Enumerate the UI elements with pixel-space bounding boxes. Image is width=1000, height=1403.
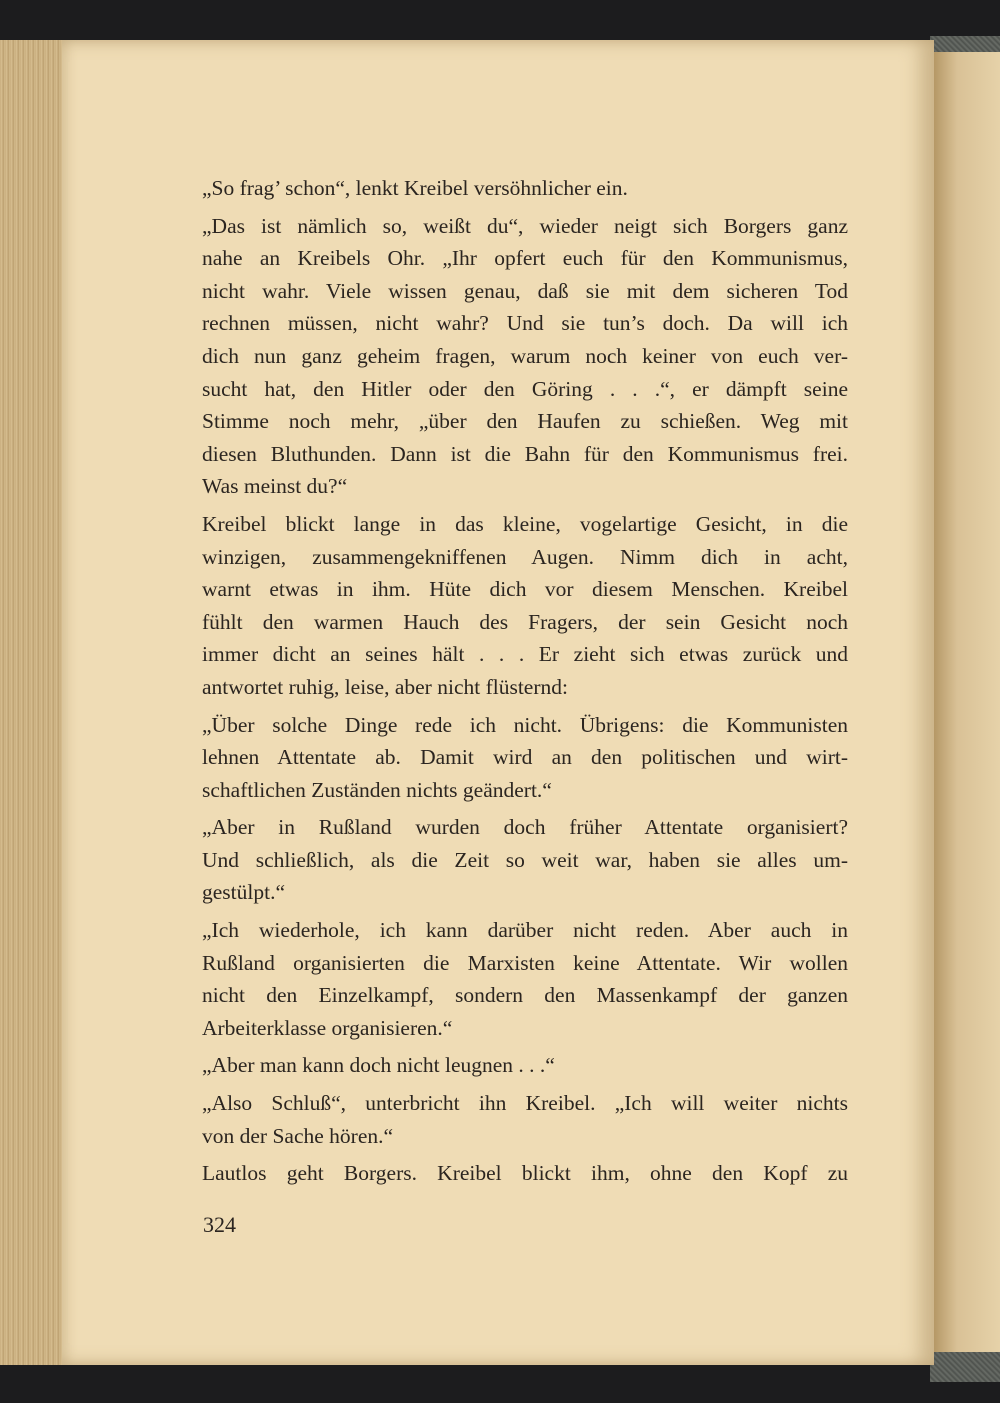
text-line: „Ich wiederhole, ich kann darüber nicht reden. Aber auch in [202, 918, 848, 943]
text-line: warnt etwas in ihm. Hüte dich vor diesem Menschen. Kreibel [202, 577, 848, 602]
paragraph [202, 508, 848, 704]
book-cover-edge-bottom [930, 1352, 1000, 1382]
text-line: Was meinst du?“ [202, 474, 348, 499]
text-line: „Also Schluß“, unterbricht ihn Kreibel. „Ich will weiter nichts [202, 1091, 848, 1116]
text-line: Und schließlich, als die Zeit so weit war, haben sie alles um- [202, 847, 848, 872]
text-line: gestülpt.“ [202, 880, 285, 905]
text-line: „Aber in Rußland wurden doch früher Attentate organisiert? [202, 815, 848, 840]
text-line: Stimme noch mehr, „über den Haufen zu schießen. Weg mit [202, 409, 848, 434]
paragraph [202, 1157, 848, 1190]
text-line: Rußland organisierten die Marxisten keine Attentate. Wir wollen [202, 950, 848, 975]
text-line: „Über solche Dinge rede ich nicht. Übrigens: die Kommunisten [202, 712, 848, 737]
page-edges [0, 40, 70, 1365]
text-line: Lautlos geht Borgers. Kreibel blickt ihm, ohne den Kopf zu [202, 1161, 848, 1186]
text-line: „Das ist nämlich so, weißt du“, wieder neigt sich Borgers ganz [202, 213, 848, 238]
text-line: Kreibel blickt lange in das kleine, vogelartige Gesicht, in die [202, 511, 848, 536]
paragraph [202, 172, 848, 205]
text-line: nicht wahr. Viele wissen genau, daß sie mit dem sicheren Tod [202, 278, 848, 303]
text-line: „Aber man kann doch nicht leugnen . . .“ [202, 1053, 555, 1078]
paragraph [202, 914, 848, 1044]
text-line: diesen Bluthunden. Dann ist die Bahn für den Kommunismus frei. [202, 441, 848, 466]
paragraph [202, 1087, 848, 1152]
text-line: dich nun ganz geheim fragen, warum noch keiner von euch ver- [202, 343, 848, 368]
paragraph [202, 811, 848, 909]
text-line: fühlt den warmen Hauch des Fragers, der sein Gesicht noch [202, 609, 848, 634]
paragraph [202, 210, 848, 503]
text-line: lehnen Attentate ab. Damit wird an den politischen und wirt- [202, 745, 848, 770]
text-line: rechnen müssen, nicht wahr? Und sie tun’s doch. Da will ich [202, 311, 848, 336]
text-line: antwortet ruhig, leise, aber nicht flüsternd: [202, 674, 568, 699]
page-text [202, 172, 848, 1190]
text-line: nicht den Einzelkampf, sondern den Massenkampf der ganzen [202, 983, 848, 1008]
text-line: sucht hat, den Hitler oder den Göring . . .“, er dämpft seine [202, 376, 848, 401]
paragraph [202, 709, 848, 807]
facing-page-edge [934, 52, 1000, 1364]
text-line: schaftlichen Zuständen nichts geändert.“ [202, 777, 552, 802]
text-line: nahe an Kreibels Ohr. „Ihr opfert euch für den Kommunismus, [202, 246, 848, 271]
text-line: „So frag’ schon“, lenkt Kreibel versöhnlicher ein. [202, 176, 628, 200]
text-line: Arbeiterklasse organisieren.“ [202, 1015, 453, 1040]
page-number: 324 [203, 1212, 236, 1237]
paragraph [202, 1049, 848, 1082]
text-line: von der Sache hören.“ [202, 1123, 394, 1148]
text-line: winzigen, zusammengekniffenen Augen. Nimm dich in acht, [202, 544, 848, 569]
text-line: immer dicht an seines hält . . . Er zieht sich etwas zurück und [202, 642, 848, 667]
